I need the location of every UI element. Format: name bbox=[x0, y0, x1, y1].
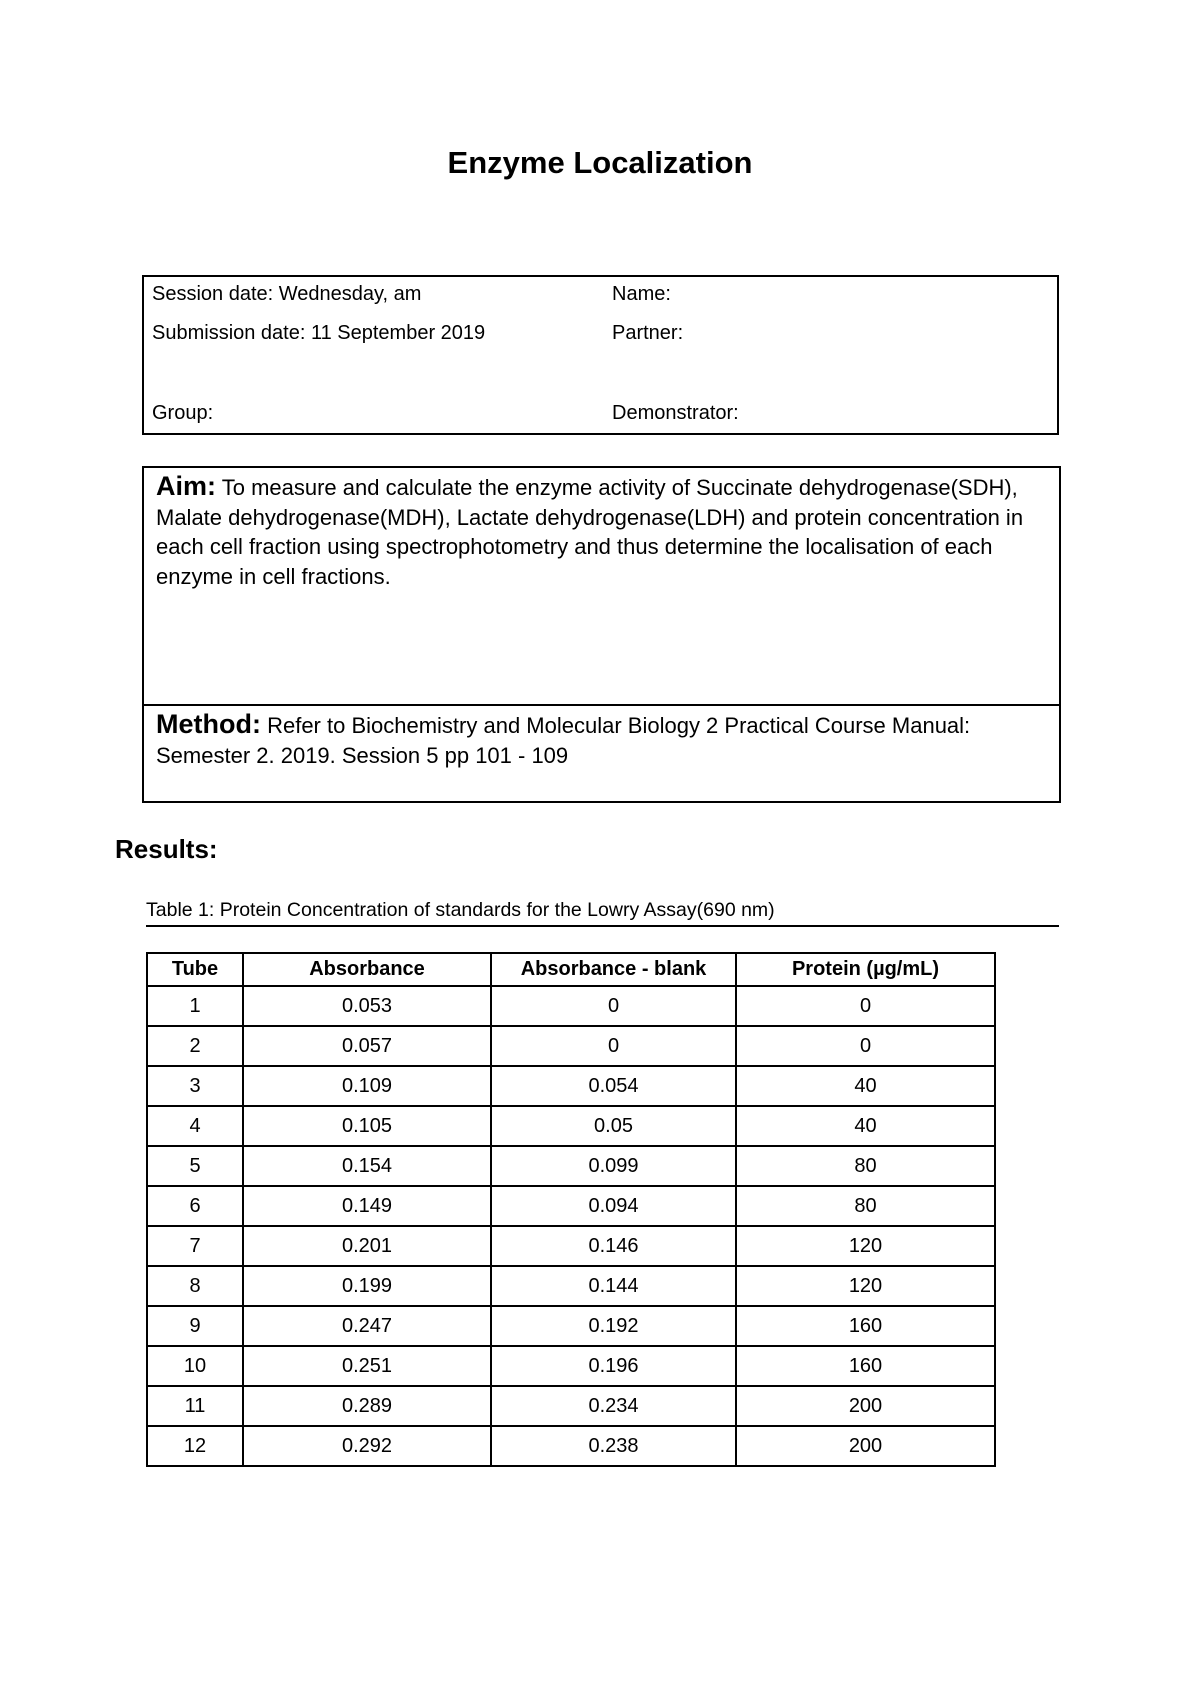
cell-tube: 10 bbox=[147, 1346, 243, 1386]
aim-method-box bbox=[142, 466, 1061, 803]
column-header-tube: Tube bbox=[147, 953, 243, 986]
cell-tube: 1 bbox=[147, 986, 243, 1026]
cell-tube: 5 bbox=[147, 1146, 243, 1186]
table-row bbox=[147, 1026, 995, 1066]
group-label: Group: bbox=[152, 402, 214, 424]
cell-tube: 2 bbox=[147, 1026, 243, 1066]
table-row bbox=[147, 1106, 995, 1146]
cell-tube: 6 bbox=[147, 1186, 243, 1226]
cell-absorbance: 0.109 bbox=[243, 1066, 491, 1106]
cell-absorbance: 0.154 bbox=[243, 1146, 491, 1186]
cell-tube: 8 bbox=[147, 1266, 243, 1306]
cell-absorbance: 0.105 bbox=[243, 1106, 491, 1146]
cell-absorbance: 0.057 bbox=[243, 1026, 491, 1066]
cell-tube: 9 bbox=[147, 1306, 243, 1346]
aim-section bbox=[156, 472, 1051, 591]
session-date: Session date: Wednesday, am bbox=[152, 283, 422, 305]
demonstrator-label: Demonstrator: bbox=[612, 402, 739, 424]
cell-absorbance-blank: 0 bbox=[491, 986, 736, 1026]
column-header-protein: Protein (µg/mL) bbox=[736, 953, 995, 986]
cell-protein: 120 bbox=[736, 1266, 995, 1306]
cell-absorbance: 0.292 bbox=[243, 1426, 491, 1466]
table-row bbox=[147, 1386, 995, 1426]
cell-absorbance: 0.247 bbox=[243, 1306, 491, 1346]
cell-absorbance-blank: 0.05 bbox=[491, 1106, 736, 1146]
table-row bbox=[147, 1066, 995, 1106]
partner-label: Partner: bbox=[612, 322, 684, 344]
cell-tube: 3 bbox=[147, 1066, 243, 1106]
cell-absorbance: 0.201 bbox=[243, 1226, 491, 1266]
page-title: Enzyme Localization bbox=[447, 145, 753, 180]
submission-date: Submission date: 11 September 2019 bbox=[152, 322, 486, 344]
cell-protein: 120 bbox=[736, 1226, 995, 1266]
cell-absorbance-blank: 0 bbox=[491, 1026, 736, 1066]
cell-protein: 160 bbox=[736, 1306, 995, 1346]
name-label: Name: bbox=[612, 283, 671, 305]
table-row bbox=[147, 1226, 995, 1266]
results-heading: Results: bbox=[115, 834, 218, 864]
cell-tube: 11 bbox=[147, 1386, 243, 1426]
cell-absorbance-blank: 0.144 bbox=[491, 1266, 736, 1306]
cell-protein: 160 bbox=[736, 1346, 995, 1386]
cell-absorbance-blank: 0.196 bbox=[491, 1346, 736, 1386]
cell-absorbance: 0.149 bbox=[243, 1186, 491, 1226]
table-header-row bbox=[147, 953, 995, 986]
cell-absorbance-blank: 0.054 bbox=[491, 1066, 736, 1106]
column-header-absorbance: Absorbance bbox=[243, 953, 491, 986]
table-row bbox=[147, 1186, 995, 1226]
table-row bbox=[147, 1346, 995, 1386]
cell-protein: 0 bbox=[736, 1026, 995, 1066]
cell-protein: 200 bbox=[736, 1386, 995, 1426]
cell-absorbance-blank: 0.234 bbox=[491, 1386, 736, 1426]
section-divider bbox=[144, 704, 1059, 706]
cell-protein: 80 bbox=[736, 1186, 995, 1226]
cell-absorbance-blank: 0.099 bbox=[491, 1146, 736, 1186]
cell-tube: 12 bbox=[147, 1426, 243, 1466]
cell-protein: 0 bbox=[736, 986, 995, 1026]
table-body bbox=[147, 986, 995, 1466]
cell-protein: 80 bbox=[736, 1146, 995, 1186]
cell-tube: 4 bbox=[147, 1106, 243, 1146]
table-row bbox=[147, 1146, 995, 1186]
aim-label: Aim: bbox=[156, 471, 216, 501]
cell-absorbance-blank: 0.192 bbox=[491, 1306, 736, 1346]
protein-standards-table bbox=[146, 952, 996, 1467]
cell-absorbance-blank: 0.146 bbox=[491, 1226, 736, 1266]
table-row bbox=[147, 1306, 995, 1346]
method-text: Refer to Biochemistry and Molecular Biology 2 Practical Course Manual: Semester 2. 2019. Session 5 pp 101 - 109 bbox=[156, 713, 971, 768]
session-info-box bbox=[142, 275, 1059, 435]
table-row bbox=[147, 1266, 995, 1306]
cell-protein: 40 bbox=[736, 1066, 995, 1106]
method-label: Method: bbox=[156, 709, 261, 739]
cell-absorbance: 0.053 bbox=[243, 986, 491, 1026]
cell-absorbance-blank: 0.094 bbox=[491, 1186, 736, 1226]
table-row bbox=[147, 986, 995, 1026]
cell-absorbance: 0.199 bbox=[243, 1266, 491, 1306]
table-caption: Table 1: Protein Concentration of standards for the Lowry Assay(690 nm) bbox=[146, 899, 1059, 927]
cell-absorbance: 0.289 bbox=[243, 1386, 491, 1426]
cell-protein: 40 bbox=[736, 1106, 995, 1146]
cell-protein: 200 bbox=[736, 1426, 995, 1466]
aim-text: To measure and calculate the enzyme activity of Succinate dehydrogenase(SDH), Malate dehydrogenase(MDH), Lactate dehydrogenase(LDH) and protein concentration in each cell fraction using spectrophotometry and thus determine the localisation of each enzyme in cell fractions. bbox=[156, 475, 1024, 589]
cell-absorbance-blank: 0.238 bbox=[491, 1426, 736, 1466]
cell-absorbance: 0.251 bbox=[243, 1346, 491, 1386]
method-section bbox=[156, 710, 1056, 770]
cell-tube: 7 bbox=[147, 1226, 243, 1266]
table-row bbox=[147, 1426, 995, 1466]
column-header-absorbance-blank: Absorbance - blank bbox=[491, 953, 736, 986]
